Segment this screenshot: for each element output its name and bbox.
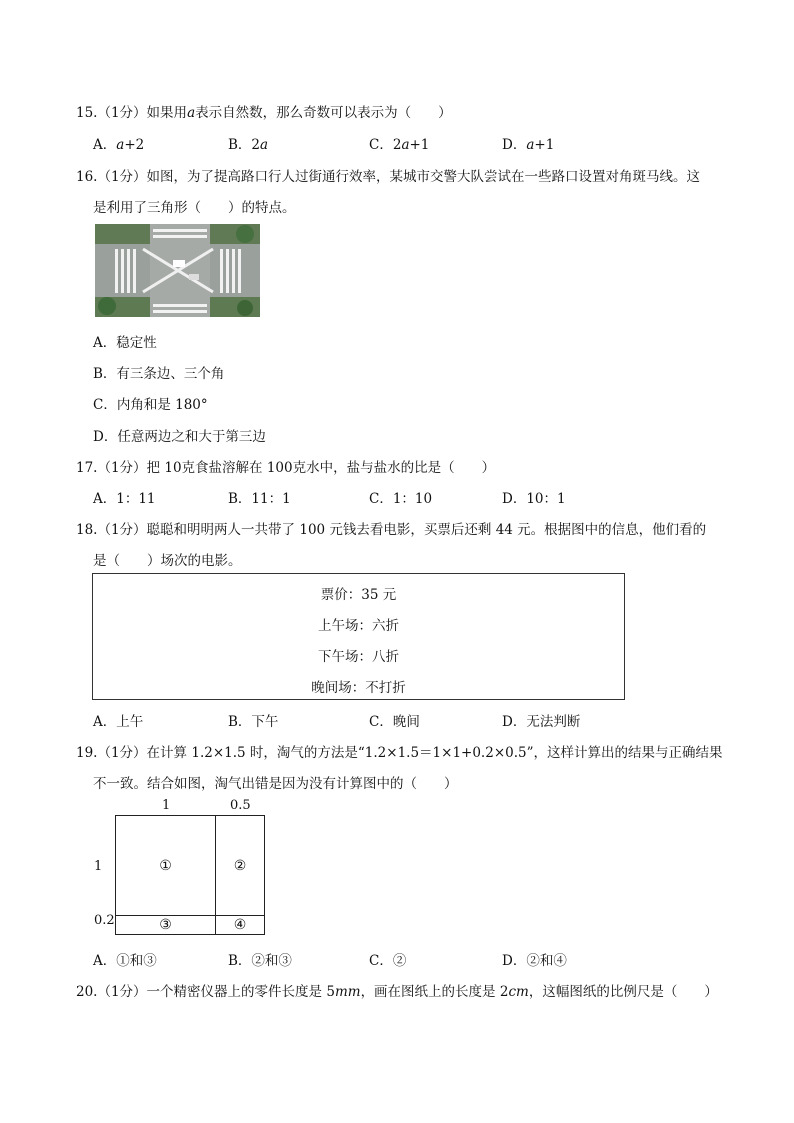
q18-option-b[interactable]: B．下午 [228, 714, 279, 730]
diagram-left-label-1: 1 [94, 859, 103, 874]
q16-option-c[interactable]: C．内角和是 180° [93, 397, 208, 413]
diagram-top-label-1: 1 [162, 798, 171, 813]
q17-option-b[interactable]: B．11：1 [228, 491, 291, 507]
q18-option-a[interactable]: A．上午 [93, 714, 144, 730]
diagram-cell-3 [115, 915, 216, 935]
q18-stem-line1: 18.（1分）聪聪和明明两人一共带了 100 元钱去看电影，买票后还剩 44 元。根据图中的信息，他们看的 [76, 522, 707, 538]
q16-option-b[interactable]: B．有三条边、三个角 [93, 366, 225, 382]
ticket-price-box [92, 573, 625, 700]
q16-option-a[interactable]: A．稳定性 [93, 335, 157, 351]
q19-option-b[interactable]: B．②和③ [228, 953, 292, 969]
q17-option-d[interactable]: D．10：1 [502, 491, 566, 507]
q20-stem: 20.（1分）一个精密仪器上的零件长度是 5mm，画在图纸上的长度是 2cm，这幅图纸的比例尺是（ ） [76, 984, 718, 1000]
diagram-left-label-0-2: 0.2 [94, 913, 115, 928]
diagram-cell-1 [115, 815, 216, 916]
cell-1-label: ① [159, 857, 172, 874]
ticket-price: 票价：35 元 [320, 587, 397, 603]
diagram-top-label-0-5: 0.5 [230, 798, 251, 813]
q18-stem-line2: 是（ ）场次的电影。 [93, 553, 242, 569]
q15-option-d[interactable]: D．a+1 [502, 137, 555, 153]
q15-option-c[interactable]: C．2a+1 [369, 137, 430, 153]
ticket-evening: 晚间场：不打折 [311, 680, 406, 696]
cell-3-label: ③ [159, 917, 172, 933]
diagram-cell-2 [215, 815, 265, 916]
q19-option-d[interactable]: D．②和④ [502, 953, 567, 969]
q17-option-c[interactable]: C．1：10 [369, 491, 433, 507]
crosswalk-illustration [95, 224, 260, 317]
q16-stem-line2: 是利用了三角形（ ）的特点。 [93, 200, 296, 216]
q18-option-c[interactable]: C．晚间 [369, 714, 420, 730]
q15-stem: 15.（1分）如果用a表示自然数，那么奇数可以表示为（ ） [76, 105, 452, 121]
q19-option-a[interactable]: A．①和③ [93, 953, 157, 969]
cell-4-label: ④ [233, 917, 247, 933]
q15-option-b[interactable]: B．2a [228, 137, 269, 153]
q17-option-a[interactable]: A．1：11 [93, 491, 156, 507]
q18-option-d[interactable]: D．无法判断 [502, 714, 581, 730]
q16-option-d[interactable]: D．任意两边之和大于第三边 [93, 429, 266, 445]
cell-2-label: ② [233, 857, 247, 874]
ticket-afternoon: 下午场：八折 [318, 649, 399, 665]
q19-option-c[interactable]: C．② [369, 953, 407, 969]
q15-option-a[interactable]: A．a+2 [93, 137, 145, 153]
crosswalk-photo [95, 224, 260, 317]
q17-stem: 17.（1分）把 10克食盐溶解在 100克水中，盐与盐水的比是（ ） [76, 460, 496, 476]
diagram-cell-4 [215, 915, 265, 935]
q19-stem-line2: 不一致。结合如图，淘气出错是因为没有计算图中的（ ） [93, 776, 458, 792]
q19-stem-line1: 19.（1分）在计算 1.2×1.5 时，淘气的方法是“1.2×1.5＝1×1+0.2×0.5”，这样计算出的结果与正确结果 [76, 745, 723, 761]
q16-stem-line1: 16.（1分）如图，为了提高路口行人过街通行效率，某城市交警大队尝试在一些路口设置对角斑马线。这 [76, 169, 701, 185]
ticket-morning: 上午场：六折 [318, 618, 399, 634]
